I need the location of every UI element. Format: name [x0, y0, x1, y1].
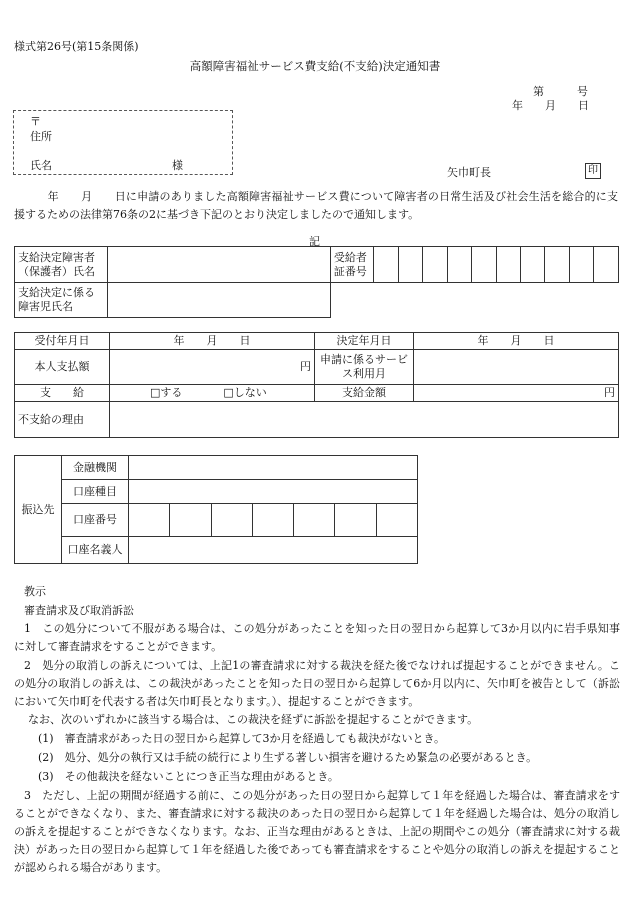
account-digit — [211, 504, 252, 537]
empty-cell — [330, 283, 618, 318]
decision-table — [14, 332, 619, 438]
account-digit — [170, 504, 211, 537]
cert-digit — [520, 247, 544, 283]
cert-digit — [423, 247, 447, 283]
decided-date-value: 年 月 日 — [414, 333, 619, 350]
intro-paragraph: 年 月 日に申請のありました高額障害福祉サービス費について障害者の日常生活及び社会生活を総合的に支援するための法律第76条の2に基づき下記のとおり決定しましたので通知します。 — [14, 190, 618, 221]
form-number: 様式第26号(第15条関係) — [14, 40, 139, 53]
pay-no-checkbox[interactable]: □しない — [223, 386, 267, 400]
notice-paragraph-3: 3 ただし、上記の期間が経過する前に、この処分があった日の翌日から起算して１年を経過した場合は、審査請求をすることができなくなり、また、審査請求に対する裁決のあった日の翌日から起算して１年を経過した場合は、処分の取消しの訴えを提起することができなくなります。なお、正当な理由があるときは、上記の期間やこの処分（審査請求に対する裁決）があった日の翌日から起算して１年を経過した後であっても審査請求をすることや処分の取消しの訴えを提起することが認められる場合があります。 — [14, 789, 620, 874]
cert-digit — [374, 247, 398, 283]
pay-label: 支 給 — [15, 385, 110, 402]
cert-label: 受給者証番号 — [330, 247, 373, 283]
self-pay-yen: 円 — [110, 350, 315, 385]
holder-value — [129, 537, 418, 564]
decided-date-label: 決定年月日 — [315, 333, 414, 350]
amount-yen: 円 — [414, 385, 619, 402]
received-date-label: 受付年月日 — [15, 333, 110, 350]
postal-mark: 〒 — [30, 115, 41, 128]
document-title: 高額障害福祉サービス費支給(不支給)決定通知書 — [189, 59, 441, 73]
address-box — [13, 110, 233, 175]
child-value — [108, 283, 331, 318]
institution-value — [129, 456, 418, 480]
pay-options — [110, 385, 315, 402]
account-number-label: 口座番号 — [62, 504, 129, 537]
notice-paragraph-1: 1 この処分について不服がある場合は、この処分があったことを知った日の翌日から起算して3か月以内に岩手県知事に対して審査請求をすることができます。 — [14, 622, 620, 653]
seal-mark: 印 — [585, 163, 601, 179]
recipient-table — [14, 246, 619, 318]
bank-table — [14, 455, 418, 564]
honorific: 様 — [172, 159, 183, 172]
pay-yes-checkbox[interactable]: □する — [150, 386, 183, 400]
name-label: 氏名 — [30, 159, 52, 172]
account-digit — [335, 504, 376, 537]
document-date: 年 月 日 — [512, 99, 589, 112]
document-number: 第 号 — [533, 85, 588, 98]
reason-label: 不支給の理由 — [15, 402, 110, 438]
account-type-label: 口座種目 — [62, 480, 129, 504]
cert-digit — [496, 247, 520, 283]
account-digit — [252, 504, 293, 537]
cert-digit — [594, 247, 619, 283]
received-date-value: 年 月 日 — [110, 333, 315, 350]
notice-paragraph-2: 2 処分の取消しの訴えについては、上記1の審査請求に対する裁決を経た後でなければ提起することができません。この処分の取消しの訴えは、この裁決があったことを知った日の翌日から起算して6か月以内に、矢巾町を被告として（訴訟において矢巾町を代表する者は矢巾町長となります。）、提起することができます。 — [14, 659, 620, 708]
cert-digit — [545, 247, 569, 283]
institution-label: 金融機関 — [62, 456, 129, 480]
notice-item-1: (1) 審査請求があった日の翌日から起算して3か月を経過しても裁決がないとき。 — [38, 732, 446, 745]
notice-title: 教示 — [24, 585, 46, 598]
ki-label: 記 — [309, 235, 320, 248]
service-month-value — [414, 350, 619, 385]
account-digit — [129, 504, 170, 537]
recipient-label: 支給決定障害者（保護者）氏名 — [15, 247, 108, 283]
account-digit — [376, 504, 417, 537]
account-digit — [294, 504, 335, 537]
notice-item-2: (2) 処分、処分の執行又は手続の続行により生ずる著しい損害を避けるため緊急の必要があるとき。 — [38, 751, 538, 764]
address-label: 住所 — [30, 130, 52, 143]
notice-paragraph-2b: なお、次のいずれかに該当する場合は、この裁決を経ずに訴訟を提起することができます。 — [28, 713, 479, 726]
cert-digit — [398, 247, 422, 283]
recipient-value — [108, 247, 331, 283]
cert-digit — [447, 247, 471, 283]
cert-digit — [472, 247, 496, 283]
account-type-value — [129, 480, 418, 504]
cert-digit — [569, 247, 593, 283]
bank-heading: 振込先 — [15, 456, 62, 564]
child-label: 支給決定に係る障害児氏名 — [15, 283, 108, 318]
self-pay-label: 本人支払額 — [15, 350, 110, 385]
holder-label: 口座名義人 — [62, 537, 129, 564]
service-month-label: 申請に係るサービス利用月 — [315, 350, 414, 385]
notice-subtitle: 審査請求及び取消訴訟 — [24, 604, 134, 617]
notice-item-3: (3) その他裁決を経ないことにつき正当な理由があるとき。 — [38, 770, 339, 783]
amount-label: 支給金額 — [315, 385, 414, 402]
issuer-name: 矢巾町長 — [447, 166, 491, 179]
reason-value — [110, 402, 619, 438]
